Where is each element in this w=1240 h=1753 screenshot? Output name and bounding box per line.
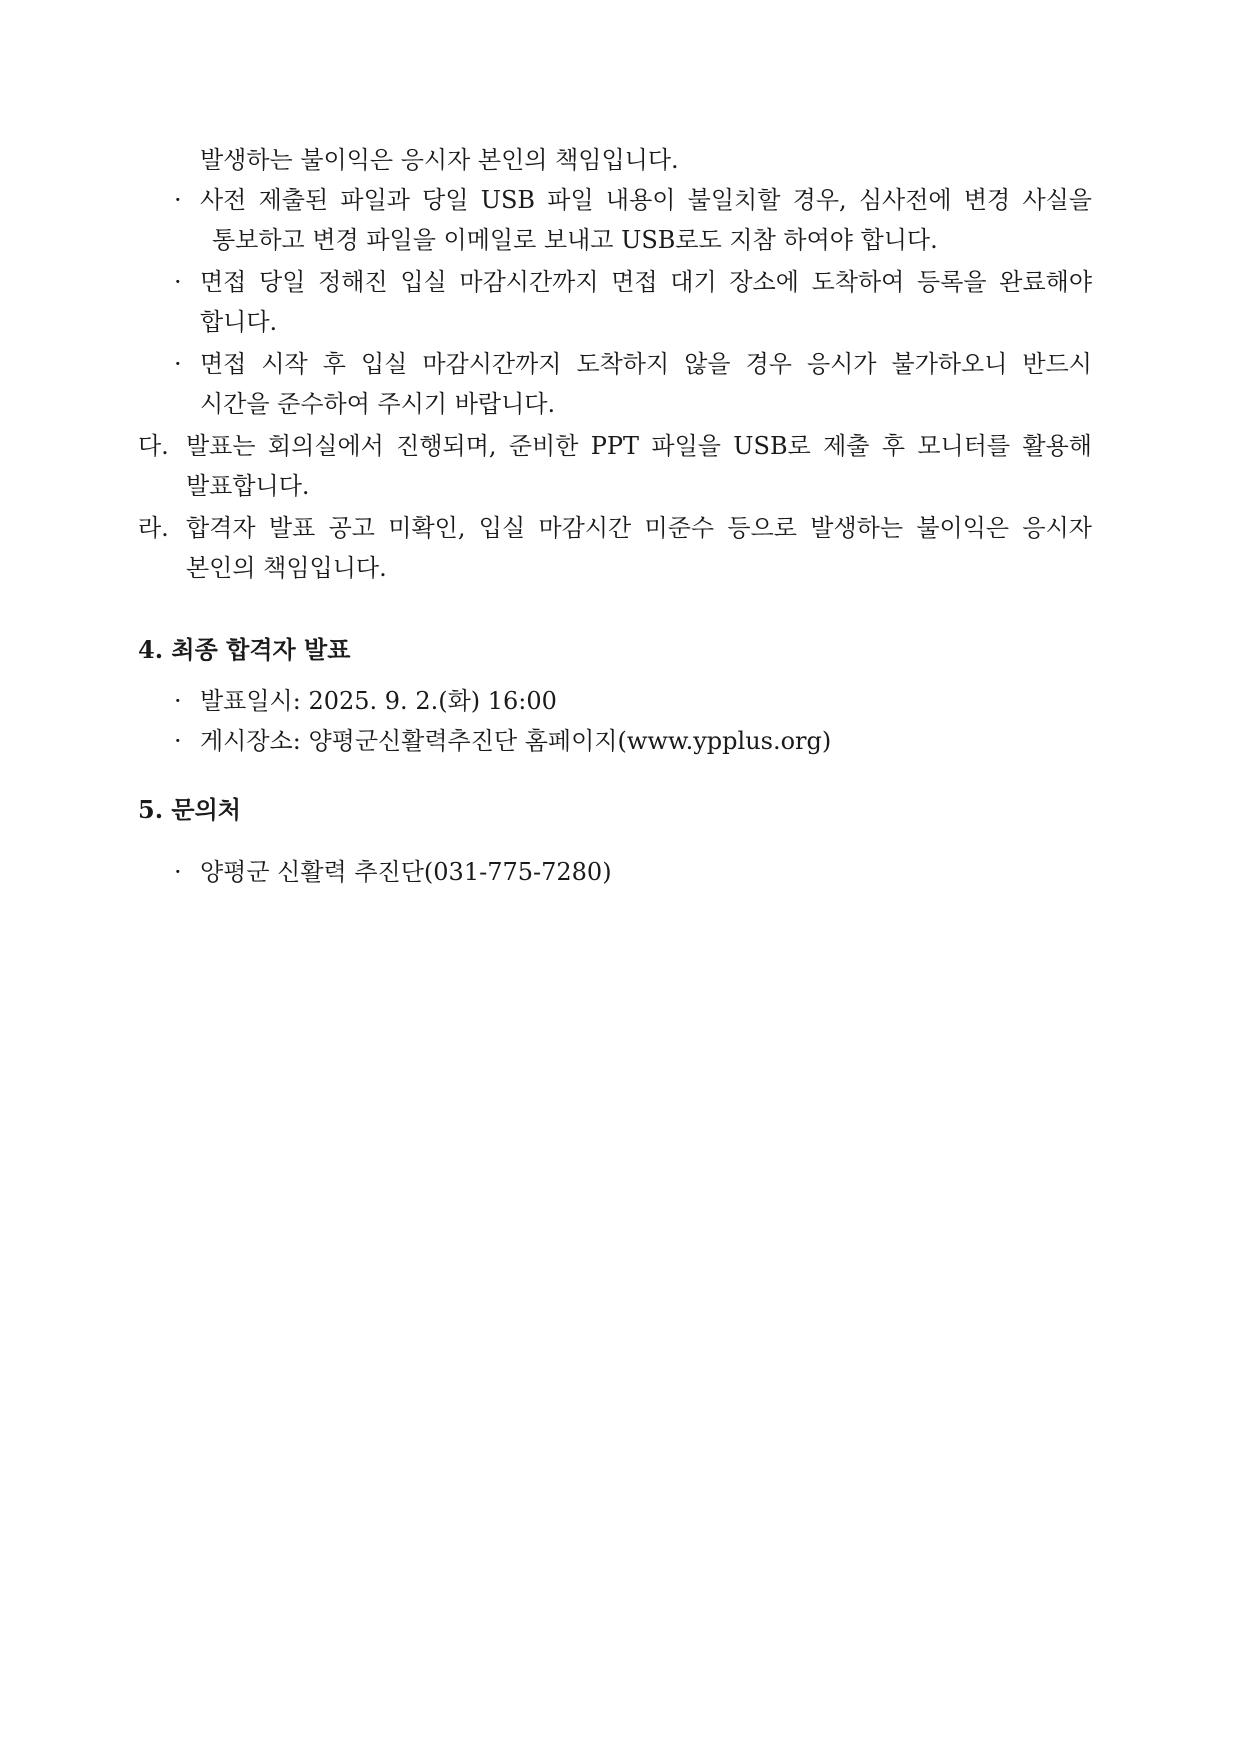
item-da-line-1: 발표는 회의실에서 진행되며, 준비한 PPT 파일을 USB로 제출 후 모니터를 활용해 — [186, 432, 1092, 460]
bullet-interview-3-line-1: 면접 시작 후 입실 마감시간까지 도착하지 않을 경우 응시가 불가하오니 반드시 — [200, 350, 1092, 378]
bullet-marker: · — [174, 858, 182, 886]
item-ra-line-1: 합격자 발표 공고 미확인, 입실 마감시간 미준수 등으로 발생하는 불이익은 응시자 — [186, 514, 1092, 542]
bullet-interview-1-line-1: 사전 제출된 파일과 당일 USB 파일 내용이 불일치할 경우, 심사전에 변경 사실을 — [200, 186, 1092, 214]
bullet-marker: · — [174, 350, 182, 378]
bullet-interview-2-line-2: 합니다. — [200, 308, 278, 336]
bullet-marker: · — [174, 186, 182, 214]
announcement-location: 게시장소: 양평군신활력추진단 홈페이지(www.ypplus.org) — [200, 727, 832, 755]
section-5-heading: 5. 문의처 — [138, 795, 241, 824]
continuation-line: 발생하는 불이익은 응시자 본인의 책임입니다. — [200, 146, 679, 174]
section-4-heading: 4. 최종 합격자 발표 — [138, 635, 351, 664]
contact-info: 양평군 신활력 추진단(031-775-7280) — [200, 858, 612, 886]
item-ra-prefix: 라. — [138, 514, 169, 542]
item-da-prefix: 다. — [138, 432, 169, 460]
bullet-interview-2-line-1: 면접 당일 정해진 입실 마감시간까지 면접 대기 장소에 도착하여 등록을 완료해야 — [200, 268, 1092, 296]
bullet-interview-3-line-2: 시간을 준수하여 주시기 바랍니다. — [200, 390, 556, 418]
bullet-interview-1-line-2: 통보하고 변경 파일을 이메일로 보내고 USB로도 지참 하여야 합니다. — [212, 226, 938, 254]
bullet-marker: · — [174, 687, 182, 715]
item-da-line-2: 발표합니다. — [186, 472, 310, 500]
bullet-marker: · — [174, 268, 182, 296]
item-ra-line-2: 본인의 책임입니다. — [186, 554, 387, 582]
announcement-date: 발표일시: 2025. 9. 2.(화) 16:00 — [200, 687, 557, 715]
bullet-marker: · — [174, 727, 182, 755]
